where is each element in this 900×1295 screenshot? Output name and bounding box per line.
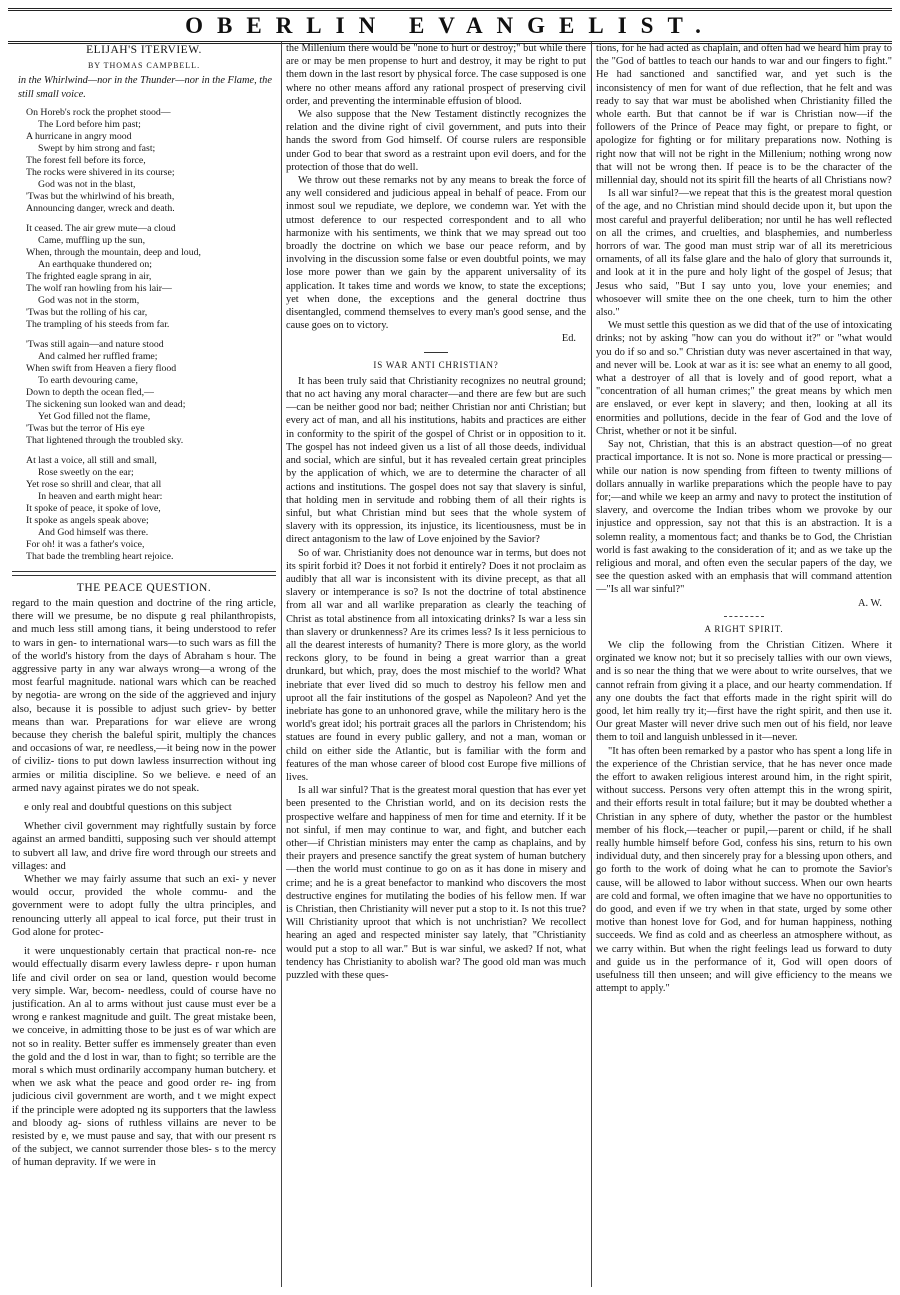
paragraph: We clip the following from the Christian Citizen. Where it orginated we know not; but it so precisely tallies with our own views, and is so near the thing that we were about to write ourselves, that we cannot refrain from giving it a place, and our hearty commendation. If any one doubts the fact that efforts made in the right spirit will do good, let him really try it;—first have the right spirit, and then use it. Our great Master will never drive such men out of his field, nor leave them to toil and languish unblessed in it—never. bbox=[596, 639, 892, 744]
verse-line: Down to depth the ocean fled,— bbox=[26, 386, 154, 398]
poem-motto: in the Whirlwind—nor in the Thunder—nor in the Flame, the still small voice. bbox=[18, 75, 272, 100]
paragraph: tions, for he had acted as chaplain, and often had we heard him pray to the "God of battles to teach our hands to war and our fingers to fight." He had sanctioned and sanctified war, and yet such is the inconsistency of men for want of due reflection, that he felt and was ready to say that war must be abolished when Christianity filled the whole earth. But that cannot be if war is Christian now—if the followers of the Prince of Peace may fight, or prepare to fight, or apologize for fighting or for military preparations now. Nothing is right now that will not be right in the Millenium; nothing wrong now that will not be wrong then. If peace is to be the character of the millennial day, should not its spirit fill the hearts of all Christians now? bbox=[596, 43, 892, 187]
verse-line: 'Twas still again—and nature stood bbox=[26, 338, 164, 350]
author-signature: A. W. bbox=[858, 597, 882, 609]
poem-stanza bbox=[26, 223, 276, 331]
masthead bbox=[8, 8, 892, 44]
paragraph: Whether civil government may rightfully sustain by force against an armed banditti, supposing such ver should attempt to subvert all law, and drive fire word through our streets and villages: and bbox=[12, 821, 276, 872]
verse-line: A hurricane in angry mood bbox=[26, 130, 132, 142]
verse-line: For oh! it was a father's voice, bbox=[26, 538, 145, 550]
verse-line: Came, muffling up the sun, bbox=[38, 234, 146, 246]
verse-line: Swept by him strong and fast; bbox=[38, 142, 156, 154]
paragraph: We must settle this question as we did that of the use of intoxicating drinks; not by asking "how can you do without it?" or "what would you do if so and so." Christian duty was never ascertained in that way, and never will be. Look at war as it is: see what an enemy to all good, what a destroyer of all that is lovely and of good report, what a "concentration of all human crimes;" the great means by which men are enslaved, or ever kept in slavery; and then, looking at all its enormities and pollutions, decide in the fear of God and the love of Christ, whether or not it be sinful. bbox=[596, 320, 892, 437]
verse-line: The wolf ran howling from his lair— bbox=[26, 282, 172, 294]
verse-line: The forest fell before its force, bbox=[26, 154, 146, 166]
poem-stanza bbox=[26, 455, 276, 563]
paragraph: regard to the main question and doctrine of the ring article, there will we presume, be no dispute g real philanthropists, and much less still among tians, it being understood to refer to wars in gen- to international wars—to such wars as fill the of the world's history from the days of Abraham s hour. The aggressive party in any war always wrong—a wrong of the most fearful magnitude. national wars which can be reached by negotia- are wrong on the side of the aggrieved and injury also, because it is possible to adjust such griev- by better means than war. Preparations for war elieve are wrong because they cherish the baleful spirit, multiply the chances and occasions of war, re needless,—it being now in the power of civiliz- tions to put down lawless insurrection without ing armies or militia discipline. So we believe. e need of an armed navy against pirates we do not speak. bbox=[12, 598, 276, 794]
column-1 bbox=[12, 42, 276, 1287]
masthead-title: OBERLIN EVANGELIST. bbox=[185, 13, 715, 38]
poem-body bbox=[26, 107, 276, 563]
section-divider bbox=[424, 352, 448, 353]
verse-line: 'Twas but the whirlwind of his breath, bbox=[26, 190, 175, 202]
verse-line: 'Twas but the terror of His eye bbox=[26, 422, 145, 434]
paragraph: Is all war sinful? That is the greatest moral question that has ever yet been presented to the Christian world, and on its decision rests the prospective welfare and happiness of men for time and eternity. If it be not sinful, if men may continue to war, and fight, and butcher each other—if Christian ministers may enter the camp as chaplains, and by their prayers and presence sanctify the great system of human butchery—then the world must continue to go on as it has done in misery and crime; and he is a great benefactor to mankind who discovers the most destructive engines for mutilating the bodies of his fellow men. If war is Christian, then Christianity will never put a stop to it. Is not this true? Will Christianity uproot that which is not unchristian? We recollect hearing an aged and respected minister say lately, that "Christianity would put a stop to all war." But is war sinful, we asked? If not, what tendency has Christianity to abolish war? The good old man was much puzzled with these ques- bbox=[286, 785, 586, 982]
paragraph: the Millenium there would be "none to hurt or destroy;" but while there are or may be men propense to hurt and destroy, it may be right to put them down in the last resort by physical force. The case supposed is one where no other means afford any rational prospect of preserving civil order, and preventing the interminable effusion of blood. bbox=[286, 43, 586, 107]
poem-stanza bbox=[26, 107, 276, 215]
verse-line: The sickening sun looked wan and dead; bbox=[26, 398, 186, 410]
verse-line: That lightened through the troubled sky. bbox=[26, 434, 184, 446]
verse-line: God was not in the storm, bbox=[38, 294, 140, 306]
right-spirit-title: A RIGHT SPIRIT. bbox=[704, 623, 784, 634]
verse-line: And calmed her ruffled frame; bbox=[38, 350, 158, 362]
verse-line: When swift from Heaven a fiery flood bbox=[26, 362, 177, 374]
verse-line: The Lord before him past; bbox=[38, 118, 141, 130]
peace-question-body bbox=[12, 597, 276, 1170]
column-rule bbox=[281, 42, 282, 1287]
paragraph: So of war. Christianity does not denounce war in terms, but does not its spirit forbid it? Does it not forbid it entirely? Does it not proclaim as audibly that all war is inconsistent with its divine precept, as that all slavery or intemperance is so? Is not the doctrine of total abstinence from all war and all warlike preparation as clearly the teaching of Christ as total abstinence from all intoxicating drinks? Is war a less sin than slavery or drunkenness? Are its crimes less? Is it less pernicious to all the dearest interests of humanity? There is more glory, as the world reckons glory, to be found in being a great warrior than a great drunkard, but which, pray, does the most mischief to the world? What inebriate that ever lived did so much to destroy his fellow men and uproot all the fair institutions of the gospel as Napoleon? And yet the inebriate has gone to an unhonored grave, while the military hero is the world's great idol; his portrait graces all the parlors in Christendom; his statues are found in every public gallery, and not a man, woman or child on either side the Atlantic, but is familiar with the form and features of the man whose career of blood cost Europe five millions of lives. bbox=[286, 547, 586, 783]
paragraph: It has been truly said that Christianity recognizes no neutral ground; that no act having any moral character—and there are few but are such—can be neither good nor bad; neither Christian nor anti Christian; but every act of man, and all his institutions, habits and practices are either in conformity to the spirit of the gospel of Christ or in opposition to it. The gospel has not indeed given us a list of all those deeds, individual and social, which are sinful, but it has revealed certain great principles by the application of which, we are to determine the character of all actions and institutions. The gospel does not say that slavery is sinful, that holding men in servitude and robbing them of all their rights is sinful, but what Christian mind but sees that the whole system of slavery with its oppression, its injustice, its licentiousness, must be in direct antagonism to the law of Love enjoined by the Savior? bbox=[286, 375, 586, 546]
poem-stanza bbox=[26, 339, 276, 447]
verse-line: The rocks were shivered in its course; bbox=[26, 166, 175, 178]
column-3 bbox=[596, 42, 892, 1287]
paragraph: Say not, Christian, that this is an abstract question—of no great practical importance. It is not so. None is more practical or pressing—while our nation is now spending from fifteen to twenty millions of dollars annually in warlike preparations which the people have to pay for;—and while we keep an army and navy to protect the institution of slavery, and overcome the Indian tribes whom we provoke by our injustice and oppression, say not that this is an abstraction. It is a solemn reality, a momentous fact; and thanks be to God, the Christian world is fast awaking to the consideration of it; and as we take up the religious and moral, and often even the secular papers of the day, we see the question asked with an emphasis that will command attention—"Is all war sinful?" bbox=[596, 439, 892, 596]
verse-line: 'Twas but the rolling of his car, bbox=[26, 306, 148, 318]
verse-line: When, through the mountain, deep and loud, bbox=[26, 246, 201, 258]
verse-line: In heaven and earth might hear: bbox=[38, 490, 163, 502]
paragraph: "It has often been remarked by a pastor who has spent a long life in the experience of the Christian service, that he has never once made the effort to awaken religious interest around him, in the right spirit, without success. Persons very often attempt this in the wrong spirit, and their efforts result in total failure; but it may be doubted whether a Christian in any sphere of duty, whether the pastor or the humblest member of his flock,—teacher or pupil,—parent or child, if he shall really humble himself before God, confess his sins, return to his own individual duty, and then sincerely pray for a blessing upon others, and go forth to the work of doing what he can to promote the Savior's cause, will be allowed to labor without success. When our own hearts are cold and formal, we often imagine that we have no opportunities to do good, and even if we try when in that state, urged by some other motive than honest love for God, and for human happiness, nothing succeeds. We find as cold and as cheerless an atmosphere without, as we carry within. But when the right feelings lead us forward to duty and guide us in the performance of it, God will open doors of usefulness till then unseen; and will give efficiency to the means we attempt to apply." bbox=[596, 745, 892, 995]
verse-line: It spoke as angels speak above; bbox=[26, 514, 149, 526]
verse-line: The frighted eagle sprang in air, bbox=[26, 270, 152, 282]
poem-byline: BY THOMAS CAMPBELL. bbox=[87, 61, 201, 71]
verse-line: It spoke of peace, it spoke of love, bbox=[26, 502, 161, 514]
section-divider bbox=[724, 616, 764, 617]
verse-line: Announcing danger, wreck and death. bbox=[26, 202, 175, 214]
paragraph: Whether we may fairly assume that such an exi- y never would occur, provided the whole commu- and the government were to adopt fully the ultra principles, and renouncing utterly all appeal to ical force, put their trust in God alone for protec- bbox=[12, 874, 276, 938]
verse-line: Rose sweetly on the ear; bbox=[38, 466, 134, 478]
peace-question-title: THE PEACE QUESTION. bbox=[76, 581, 212, 594]
verse-line: Yet rose so shrill and clear, that all bbox=[26, 478, 162, 490]
poem-title: ELIJAH'S ITERVIEW. bbox=[86, 44, 202, 56]
paragraph: We also suppose that the New Testament distinctly recognizes the relation and the divine right of civil government, and puts into their hands the sword from God himself. Of course rulers are responsible under God to bear that sword as a restraint upon evil doers, and for the protection of those that do well. bbox=[286, 109, 586, 173]
column-rule bbox=[591, 42, 592, 1287]
paragraph: We throw out these remarks not by any means to break the force of any well considered and judicious appeal in behalf of peace. From our inmost soul we repudiate, we deplore, we condemn war. Yet with the utmost deference to our respected correspondent and to all who harmonize with his sentiments, we think that we may spread out too broadly the doctrine on which we base our peace reform, and by involving in the discussion some false or even doubtful points, we may lose more power than we gain by the apparent universality of its application. It takes time and words we know, to state the exceptions; yet when done, the exceptions and the general doctrine thus disentangled, commend themselves to every man's good sense, and the cause goes on to victory. bbox=[286, 175, 586, 332]
verse-line: The trampling of his steeds from far. bbox=[26, 318, 170, 330]
verse-line: Yet God filled not the flame, bbox=[38, 410, 151, 422]
paragraph: e only real and doubtful questions on this subject bbox=[24, 802, 232, 814]
verse-line: An earthquake thundered on; bbox=[38, 258, 152, 270]
verse-line: On Horeb's rock the prophet stood— bbox=[26, 106, 171, 118]
column-2 bbox=[286, 42, 586, 1287]
section-divider bbox=[12, 571, 276, 576]
verse-line: To earth devouring came, bbox=[38, 374, 138, 386]
paragraph: Is all war sinful?—we repeat that this is the greatest moral question of the age, and no Christian mind should decide upon it, but upon the most careful and prayerful deliberation; nor until he has well reflected on all the crimes, and cruelties, and blasphemies, and numberless horrors of war. The good man must strip war of all its meretricious ornaments, of all its false glare and the halo of glory that surrounds it, and look at it in the pure and holy light of the gospel of Jesus; that Jesus who said, "But I say unto you, love your enemies; and whosoever will smite thee on the one cheek, turn to him the other also." bbox=[596, 188, 892, 319]
verse-line: It ceased. The air grew mute—a cloud bbox=[26, 222, 176, 234]
editor-signature: Ed. bbox=[561, 333, 576, 345]
verse-line: God was not in the blast, bbox=[38, 178, 136, 190]
paragraph: it were unquestionably certain that practical non-re- nce would effectually disarm every lawless depre- r upon human life and civil order on sea or land, question would become very simple. War, becom- needless, could of course have no justification. An al to arms without just cause must ever be a wrong e rankest magnitude and guilt. The great mistake been, we conceive, in admitting those to be just es of war which are not so in reality. Better suffer es immensely greater than even the gold and the d lost in war, than to fight; so terrible are the moral s which must ordinarily accompany human butchery. et when we ask what the peace and good order re- ing from judicious civil government are worth, and t we might expect if the principle were adopted ng its supporters that the lawless and bloody ag- sions of ruthless villains are never to be resisted by e, we must pause and say, that with our present rs of the subject, we cannot surrender those bles- s to the mercy of human depravity. If we were in bbox=[12, 946, 276, 1169]
verse-line: At last a voice, all still and small, bbox=[26, 454, 157, 466]
verse-line: That bade the trembling heart rejoice. bbox=[26, 550, 174, 562]
verse-line: And God himself was there. bbox=[38, 526, 149, 538]
war-article-title: IS WAR ANTI CHRISTIAN? bbox=[373, 359, 499, 370]
